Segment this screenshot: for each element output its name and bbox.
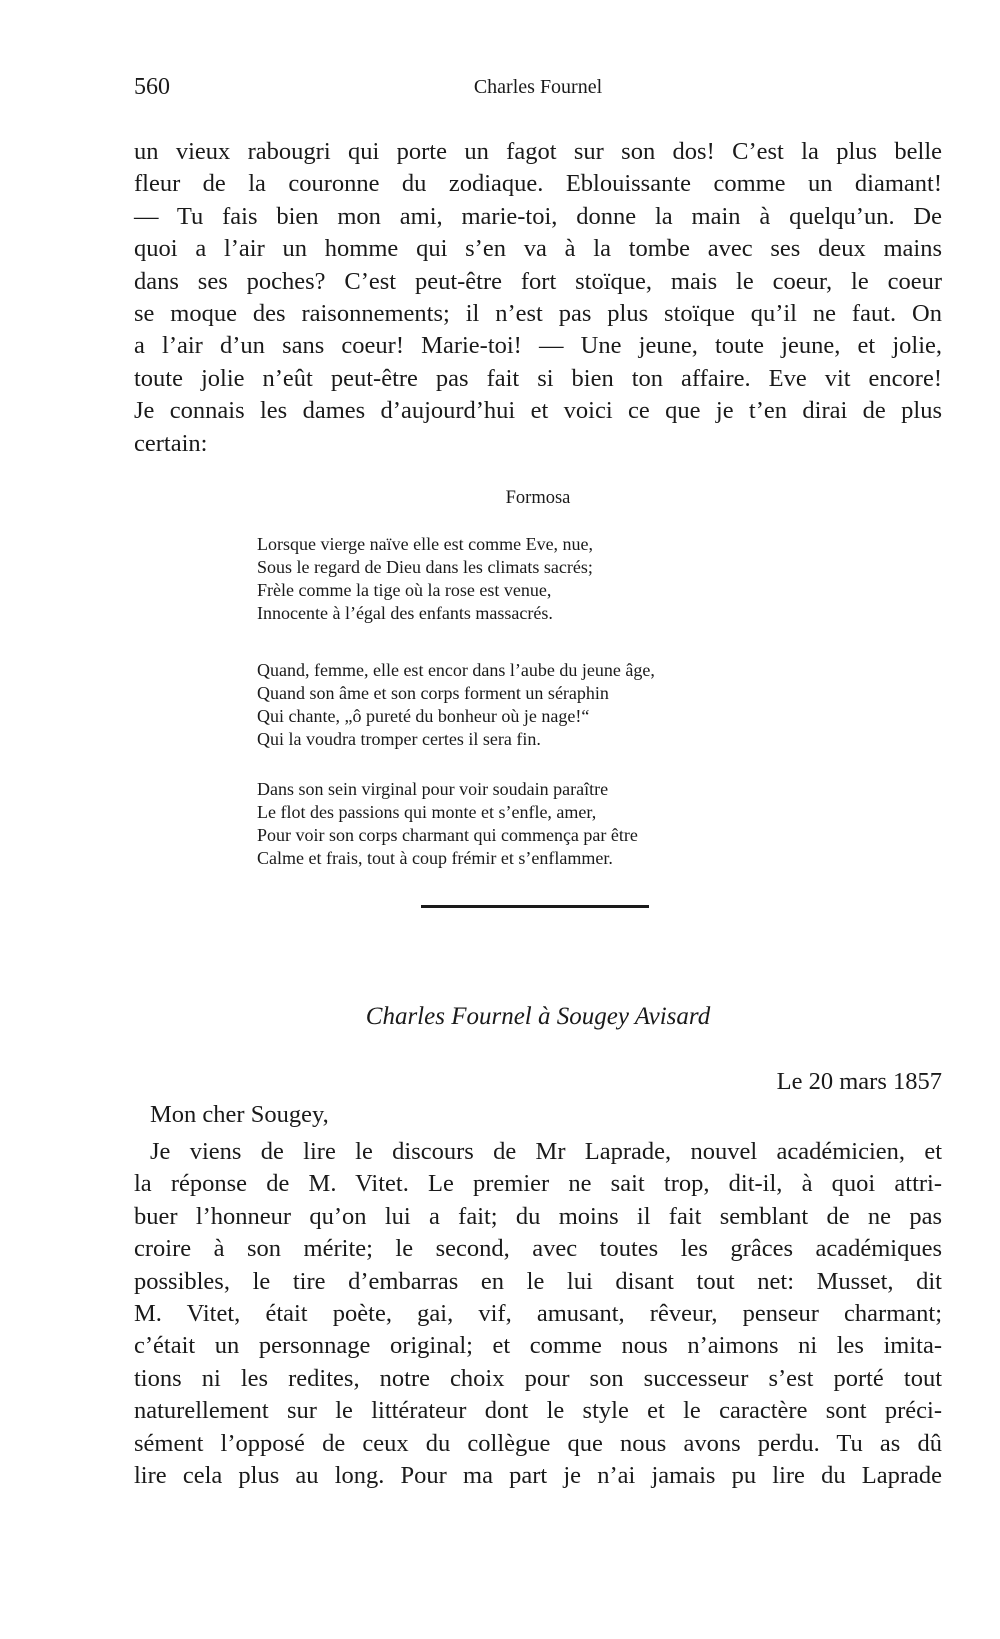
- text-line: toute jolie n’eût peut-être pas fait si bien ton affaire. Eve vit encore!: [134, 364, 942, 392]
- text-line: a l’air d’un sans coeur! Marie-toi! — Une jeune, toute jeune, et jolie,: [134, 332, 942, 360]
- text-line: M. Vitet, était poète, gai, vif, amusant, rêveur, penseur charmant;: [134, 1300, 942, 1328]
- verse-line: Dans son sein virginal pour voir soudain paraître: [257, 779, 609, 799]
- text-line: la réponse de M. Vitet. Le premier ne sait trop, dit-il, à quoi attri-: [134, 1170, 942, 1198]
- text-line: se moque des raisonnements; il n’est pas plus stoïque qu’il ne faut. On: [134, 300, 942, 328]
- text-line: croire à son mérite; le second, avec toutes les grâces académiques: [134, 1235, 942, 1263]
- letter-body: [134, 1136, 942, 1492]
- text-line: lire cela plus au long. Pour ma part je n’ai jamais pu lire du Laprade: [134, 1462, 942, 1490]
- verse-line: Pour voir son corps charmant qui commença par être: [257, 825, 638, 845]
- text-line: certain:: [134, 429, 208, 457]
- verse-line: Qui chante, „ô pureté du bonheur où je nage!“: [257, 706, 590, 726]
- verse-line: Innocente à l’égal des enfants massacrés.: [257, 603, 553, 623]
- text-line: naturellement sur le littérateur dont le style et le caractère sont préci-: [134, 1397, 942, 1425]
- verse-line: Qui la voudra tromper certes il sera fin.: [257, 729, 541, 749]
- text-line: fleur de la couronne du zodiaque. Eblouissante comme un diamant!: [134, 170, 942, 198]
- running-head: [134, 74, 942, 108]
- text-line: quoi a l’air un homme qui s’en va à la tombe avec ses deux mains: [134, 235, 942, 263]
- letter-salutation: Mon cher Sougey,: [150, 1101, 329, 1128]
- verse-line: Lorsque vierge naïve elle est comme Eve, nue,: [257, 534, 594, 554]
- verse-line: Frèle comme la tige où la rose est venue,: [257, 580, 552, 600]
- letter-date: Le 20 mars 1857: [776, 1068, 942, 1095]
- text-line: un vieux rabougri qui porte un fagot sur son dos! C’est la plus belle: [134, 138, 942, 165]
- text-line: sément l’opposé de ceux du collègue que nous avons perdu. Tu as dû: [134, 1429, 942, 1457]
- verse-line: Le flot des passions qui monte et s’enfle, amer,: [257, 802, 597, 822]
- text-line: c’était un personnage original; et comme nous n’aimons ni les imita-: [134, 1332, 942, 1360]
- verse-line: Calme et frais, tout à coup frémir et s’enflammer.: [257, 848, 613, 868]
- verse-line: Quand, femme, elle est encor dans l’aube du jeune âge,: [257, 660, 655, 680]
- prose-paragraph-top: [134, 136, 942, 460]
- poem-title: Formosa: [505, 488, 571, 508]
- text-line: dans ses poches? C’est peut-être fort stoïque, mais le coeur, le coeur: [134, 267, 942, 295]
- poem-stanza-1: [257, 533, 857, 625]
- text-line: possibles, le tire d’embarras en le lui disant tout net: Musset, dit: [134, 1267, 942, 1295]
- section-divider: [421, 905, 649, 908]
- text-line: buer l’honneur qu’on lui a fait; du moins il fait semblant de ne pas: [134, 1202, 942, 1230]
- verse-line: Sous le regard de Dieu dans les climats sacrés;: [257, 557, 593, 577]
- page-number: 560: [134, 74, 170, 100]
- text-line: — Tu fais bien mon ami, marie-toi, donne la main à quelqu’un. De: [134, 202, 942, 230]
- running-title: Charles Fournel: [473, 76, 603, 98]
- text-line: Je connais les dames d’aujourd’hui et voici ce que je t’en dirai de plus: [134, 397, 942, 425]
- verse-line: Quand son âme et son corps forment un séraphin: [257, 683, 609, 703]
- text-line: tions ni les redites, notre choix pour son successeur s’est porté tout: [134, 1364, 942, 1392]
- poem-stanza-3: [257, 778, 857, 870]
- poem-stanza-2: [257, 659, 857, 751]
- letter-heading: Charles Fournel à Sougey Avisard: [365, 1003, 711, 1030]
- text-line: Je viens de lire le discours de Mr Laprade, nouvel académicien, et: [150, 1138, 942, 1165]
